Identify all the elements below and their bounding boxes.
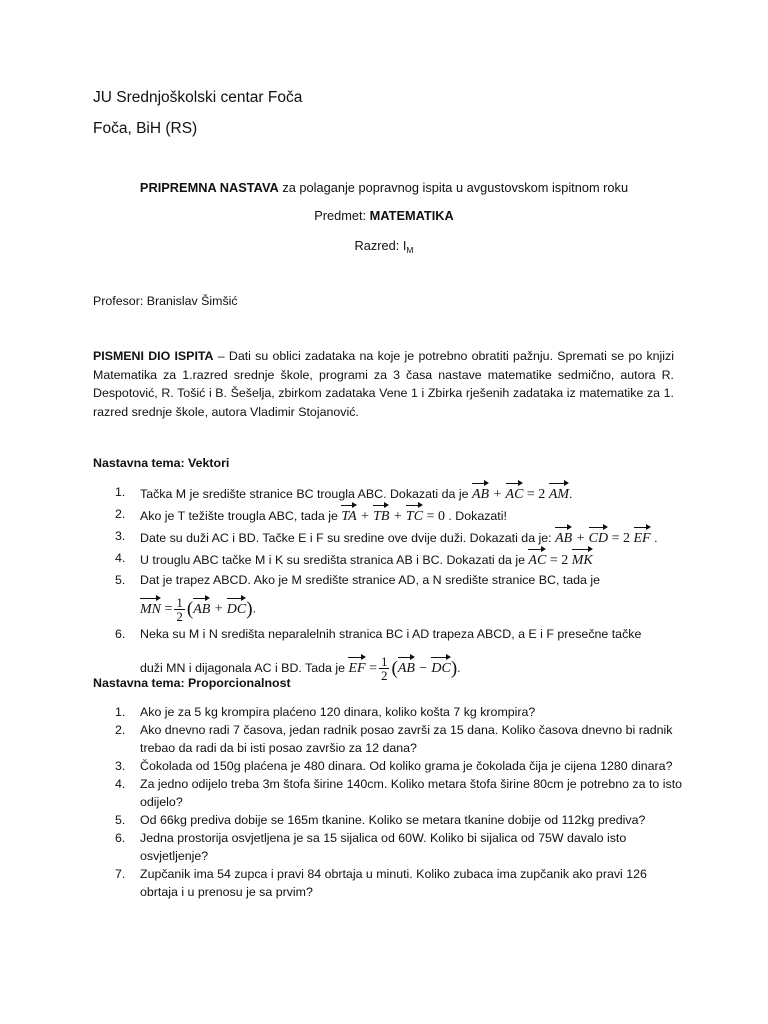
equation-3: AB + CD = 2 EF — [555, 531, 651, 546]
intro-text: – Dati su oblici zadataka na koje je potrebno obratiti pažnju. Spremati se po knjizi Matematika za 1.razred srednje škole, programi za 3 časa nastave matematike sedmično, autora R. Despotović, R. Tošić i B. Šešelja, zbirkom zadataka Vene 1 i Zbirka rješenih zadataka iz matematike za 1. razred srednje škole, autora Vladimir Stojanović. — [93, 349, 674, 420]
list-item: 1. Ako je za 5 kg krompira plaćeno 120 dinara, koliko košta 7 kg krompira? — [115, 705, 536, 719]
equation-5: MN = $\frac{1}{2}$ (AB + DC) — [140, 595, 253, 624]
intro-bold: PISMENI DIO ISPITA — [93, 349, 214, 363]
title-bold: PRIPREMNA NASTAVA — [139, 180, 279, 195]
school-name: JU Srednjoškolski centar Foča — [93, 89, 303, 106]
grade-line — [0, 238, 768, 255]
list-item: 5. Od 66kg prediva dobije se 165m tkanine. Koliko se metara tkanine dobije od 112kg prediva? — [115, 813, 646, 827]
equation-2: TA + TB + TC = 0 — [341, 509, 445, 524]
equation-1: AB + AC = 2 AM — [472, 487, 569, 502]
grade-sub: M — [406, 245, 414, 255]
school-city: Foča, BiH (RS) — [93, 120, 198, 137]
equation-4: AC = 2 MK — [528, 553, 592, 568]
proportion-list — [93, 703, 683, 901]
title-rest: za polaganje popravnog ispita u avgustovskom ispitnom roku — [278, 180, 629, 195]
vectors-list — [93, 482, 683, 684]
list-item: 6. Jedna prostorija osvjetljena je sa 15 sijalica od 60W. Koliko bi sijalica od 75W davalo isto osvjetljenje? — [115, 831, 627, 863]
list-item: 2. Ako je T težište trougla ABC, tada je TA + TB + TC = 0 . Dokazati! — [93, 504, 683, 526]
list-item: 5. Dat je trapez ABCD. Ako je M središte stranice AD, a N središte stranice BC, tada je MN = $\frac{1}{2}$ (AB + DC). — [115, 573, 601, 624]
subject-label: Predmet: — [314, 208, 370, 223]
grade-label: Razred: I — [354, 238, 407, 253]
list-item: 6. Neka su M i N središta neparalelnih stranica BC i AD trapeza ABCD, a E i F presečne tačke duži MN i dijagonala AC i BD. Tada je EF = $\frac{1}{2}$ (AB − DC). — [115, 627, 642, 684]
list-item: 7. Zupčanik ima 54 zupca i pravi 84 obrtaja u minuti. Koliko zubaca ima zupčanik ako pravi 126 obrtaja i u prenosu je sa prvim? — [115, 867, 647, 899]
list-item: 1. Tačka M je središte stranice BC trougla ABC. Dokazati da je AB + AC = 2 AM. — [93, 482, 683, 504]
professor-line: Profesor: Branislav Šimšić — [93, 294, 238, 308]
topic-vectors: Nastavna tema: Vektori — [93, 456, 230, 470]
list-item: 3. Čokolada od 150g plaćena je 480 dinara. Od koliko grama je čokolada čija je cijena 1280 dinara? — [115, 759, 673, 773]
list-item: 4. Za jedno odijelo treba 3m štofa širine 140cm. Koliko metara štofa širine 80cm je potrebno za to isto odijelo? — [115, 777, 683, 809]
subject-value: MATEMATIKA — [369, 208, 454, 223]
topic-proportion: Nastavna tema: Proporcionalnost — [93, 676, 291, 690]
equation-6: EF = $\frac{1}{2}$ (AB − DC) — [348, 654, 458, 684]
subject-line — [0, 208, 768, 223]
document-title — [0, 180, 768, 195]
list-item: 4. U trouglu ABC tačke M i K su središta stranica AB i BC. Dokazati da je AC = 2 MK — [93, 548, 683, 570]
list-item: 3. Date su duži AC i BD. Tačke E i F su sredine ove dvije duži. Dokazati da je: AB + CD = 2 EF . — [93, 526, 683, 548]
list-item: 2. Ako dnevno radi 7 časova, jedan radnik posao završi za 15 dana. Koliko časova dnevno bi radnik trebao da radi da bi isti posao završio za 12 dana? — [115, 723, 673, 755]
intro-paragraph — [93, 347, 674, 422]
